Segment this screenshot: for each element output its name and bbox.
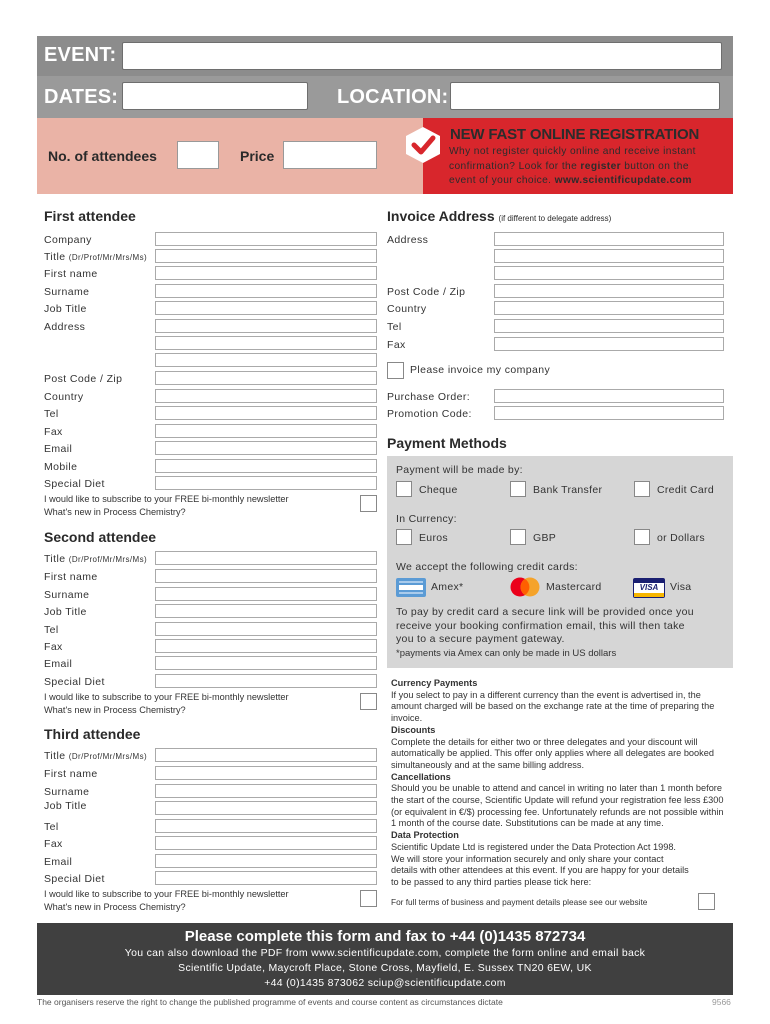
invoice-fax-label: Fax [387,339,406,351]
invoice-address-field-3[interactable] [494,266,724,280]
tel-label: Tel [44,821,59,833]
price-label: Price [240,148,275,164]
newsletter-checkbox[interactable] [360,890,377,907]
registration-line-3-pre: event of your choice. [449,175,555,187]
tel-field[interactable] [155,622,377,636]
invoice-company-checkbox[interactable] [387,362,404,379]
currency-payments-heading: Currency Payments [391,678,478,688]
form-code: 9566 [712,997,731,1007]
address-field-3[interactable] [155,353,377,367]
visa-bottom-stripe [634,593,664,597]
first-name-field[interactable] [155,569,377,583]
newsletter-line-2: What's new in Process Chemistry? [44,901,186,912]
address-field-1[interactable] [155,319,377,333]
dates-field[interactable] [122,82,308,110]
full-terms-text: For full terms of business and payment details please see our website [391,896,648,907]
discounts-heading: Discounts [391,724,436,735]
invoice-tel-field[interactable] [494,319,724,333]
surname-label: Surname [44,786,90,798]
credit-card-label: Credit Card [657,484,714,496]
newsletter-line-2: What's new in Process Chemistry? [44,704,186,715]
event-field[interactable] [122,42,722,70]
address-label: Address [44,321,86,333]
email-field[interactable] [155,854,377,868]
invoice-company-label: Please invoice my company [410,364,551,376]
data-protection-text: Scientific Update Ltd is registered under the Data Protection Act 1998. We will store your information securely and only share your contact details with other attendees at this event. If you are happy for your details to be passed to any third parties please tick here: [391,841,689,887]
invoice-address-field-1[interactable] [494,232,724,246]
secure-line-3: you to a secure payment gateway. [396,633,565,645]
visa-label: Visa [670,581,692,593]
currency-label: In Currency: [396,513,457,525]
invoice-address-label: Address [387,234,429,246]
cheque-label: Cheque [419,484,458,496]
credit-card-checkbox[interactable] [634,481,650,497]
post-code-label: Post Code / Zip [44,373,123,385]
newsletter-line-1: I would like to subscribe to your FREE bi-monthly newsletter [44,692,289,702]
fax-field[interactable] [155,424,377,438]
promotion-code-label: Promotion Code: [387,408,472,420]
gbp-checkbox[interactable] [510,529,526,545]
job-title-field[interactable] [155,301,377,315]
invoice-post-code-label: Post Code / Zip [387,286,466,298]
invoice-tel-label: Tel [387,321,402,333]
post-code-field[interactable] [155,371,377,385]
dates-label: DATES: [44,86,119,108]
newsletter-text [44,691,289,716]
surname-field[interactable] [155,587,377,601]
first-name-label: First name [44,768,98,780]
invoice-title-text: Invoice Address [387,208,495,224]
company-address: Scientific Update, Maycroft Place, Stone Cross, Mayfield, E. Sussex TN20 6EW, UK [178,962,592,974]
special-diet-field[interactable] [155,674,377,688]
purchase-order-label: Purchase Order: [387,391,471,403]
dollars-checkbox[interactable] [634,529,650,545]
accepted-cards-label: We accept the following credit cards: [396,561,578,573]
dollars-label: or Dollars [657,532,705,544]
currency-payments-text: If you select to pay in a different currency than the event is advertised in, the amount charged will be based on the exchange rate at the time of preparing the invoice. [391,689,715,724]
payment-made-by-label: Payment will be made by: [396,464,523,476]
special-diet-label: Special Diet [44,676,105,688]
surname-label: Surname [44,589,90,601]
invoice-hint: (if different to delegate address) [498,214,612,223]
title-label [44,553,147,565]
title-label-text: Title [44,553,66,565]
job-title-label: Job Title [44,303,87,315]
payment-methods-title: Payment Methods [387,435,507,451]
email-field[interactable] [155,656,377,670]
gbp-label: GBP [533,532,557,544]
title-label-text: Title [44,750,66,762]
secure-line-2: receive your booking confirmation email, this will then take [396,619,685,632]
tel-label: Tel [44,408,59,420]
location-field[interactable] [450,82,720,110]
footer-band [37,923,733,995]
visa-logo-text: VISA [639,583,659,592]
euros-checkbox[interactable] [396,529,412,545]
bank-transfer-checkbox[interactable] [510,481,526,497]
invoice-address-title [387,208,611,224]
promotion-code-field[interactable] [494,406,724,420]
checkmark-shield-icon [404,126,442,164]
newsletter-checkbox[interactable] [360,495,377,512]
registration-line-1: Why not register quickly online and receive instant [449,146,696,157]
first-name-field[interactable] [155,266,377,280]
newsletter-checkbox[interactable] [360,693,377,710]
job-title-label: Job Title [44,800,87,812]
address-field-2[interactable] [155,336,377,350]
fax-field[interactable] [155,639,377,653]
first-attendee-title: First attendee [44,208,136,224]
tel-label: Tel [44,624,59,636]
special-diet-field[interactable] [155,871,377,885]
registration-line-2-post: button on the [621,160,689,172]
special-diet-label: Special Diet [44,873,105,885]
discounts-text: Complete the details for either two or three delegates and your discount will automatically be applied. This offer only applies where all delegates are booked simultaneously and at the same billing address. [391,736,714,770]
title-hint: (Dr/Prof/Mr/Mrs/Ms) [68,253,148,262]
company-label: Company [44,234,92,246]
visa-card-icon [633,578,665,598]
title-field[interactable] [155,748,377,762]
title-label-text: Title [44,251,66,263]
fax-label: Fax [44,838,63,850]
registration-text [449,145,727,189]
newsletter-line-1: I would like to subscribe to your FREE bi-monthly newsletter [44,494,289,504]
job-title-field[interactable] [155,604,377,618]
surname-field[interactable] [155,784,377,798]
invoice-fax-field[interactable] [494,337,724,351]
registration-line-3 [449,174,727,189]
email-label: Email [44,658,73,670]
registration-title: NEW FAST ONLINE REGISTRATION [450,126,700,143]
title-hint: (Dr/Prof/Mr/Mrs/Ms) [68,752,148,761]
special-diet-label: Special Diet [44,478,105,490]
title-field[interactable] [155,249,377,263]
title-label [44,251,147,263]
email-field[interactable] [155,441,377,455]
cancellations-text: Should you be unable to attend and cancel in writing no later than 1 month before the start of the course, Scientific Update will refund your registration fee less £300 (or equivalent in €/$) processing fee. Unfortunately refunds are not possible within 1 month of the course date. Substitutions can be made at any time. [391,783,724,829]
amex-card-icon [396,578,426,597]
email-label: Email [44,443,73,455]
event-label: EVENT: [44,44,117,66]
location-label: LOCATION: [337,86,449,108]
job-title-label: Job Title [44,606,87,618]
terms-section [391,678,729,908]
mobile-field[interactable] [155,459,377,473]
third-attendee-title: Third attendee [44,726,141,742]
attendees-field[interactable] [177,141,219,169]
invoice-post-code-field[interactable] [494,284,724,298]
price-field[interactable] [283,141,377,169]
download-instruction: You can also download the PDF from www.scientificupdate.com, complete the form online and email back [124,947,646,959]
contact-details: +44 (0)1435 873062 sciup@scientificupdate.com [264,977,506,989]
fax-label: Fax [44,426,63,438]
company-field[interactable] [155,232,377,246]
country-field[interactable] [155,389,377,403]
newsletter-line-1: I would like to subscribe to your FREE bi-monthly newsletter [44,889,289,899]
disclaimer: The organisers reserve the right to change the published programme of events and course content as circumstances dictate [37,997,503,1007]
first-name-field[interactable] [155,766,377,780]
fax-instruction: Please complete this form and fax to +44 (0)1435 872734 [184,928,586,945]
first-name-label: First name [44,571,98,583]
special-diet-field[interactable] [155,476,377,490]
cancellations-heading: Cancellations [391,771,451,782]
title-hint: (Dr/Prof/Mr/Mrs/Ms) [68,555,148,564]
website-link[interactable]: www.scientificupdate.com [554,175,692,187]
title-label [44,750,147,762]
tel-field[interactable] [155,819,377,833]
register-keyword: register [580,160,621,172]
mastercard-icon [509,577,541,597]
invoice-country-field[interactable] [494,301,724,315]
second-attendee-title: Second attendee [44,529,157,545]
newsletter-text [44,493,289,518]
country-label: Country [44,391,84,403]
surname-field[interactable] [155,284,377,298]
secure-line-1: To pay by credit card a secure link will be provided once you [396,606,694,618]
job-title-field[interactable] [155,801,377,815]
attendees-label: No. of attendees [48,148,157,164]
fax-label: Fax [44,641,63,653]
newsletter-text [44,888,289,913]
euros-label: Euros [419,532,448,544]
title-field[interactable] [155,551,377,565]
secure-payment-text [396,606,694,647]
newsletter-line-2: What's new in Process Chemistry? [44,506,186,517]
amex-note: *payments via Amex can only be made in US dollars [396,648,617,659]
registration-line-2 [449,160,727,175]
data-protection-heading: Data Protection [391,830,459,841]
mobile-label: Mobile [44,461,78,473]
first-name-label: First name [44,268,98,280]
bank-transfer-label: Bank Transfer [533,484,603,496]
third-party-consent-checkbox[interactable] [698,893,715,910]
tel-field[interactable] [155,406,377,420]
amex-label: Amex* [431,581,464,593]
surname-label: Surname [44,286,90,298]
cheque-checkbox[interactable] [396,481,412,497]
mastercard-label: Mastercard [546,581,602,593]
purchase-order-field[interactable] [494,389,724,403]
fax-field[interactable] [155,836,377,850]
registration-line-2-pre: confirmation? Look for the [449,160,581,172]
invoice-address-field-2[interactable] [494,249,724,263]
email-label: Email [44,856,73,868]
invoice-country-label: Country [387,303,427,315]
